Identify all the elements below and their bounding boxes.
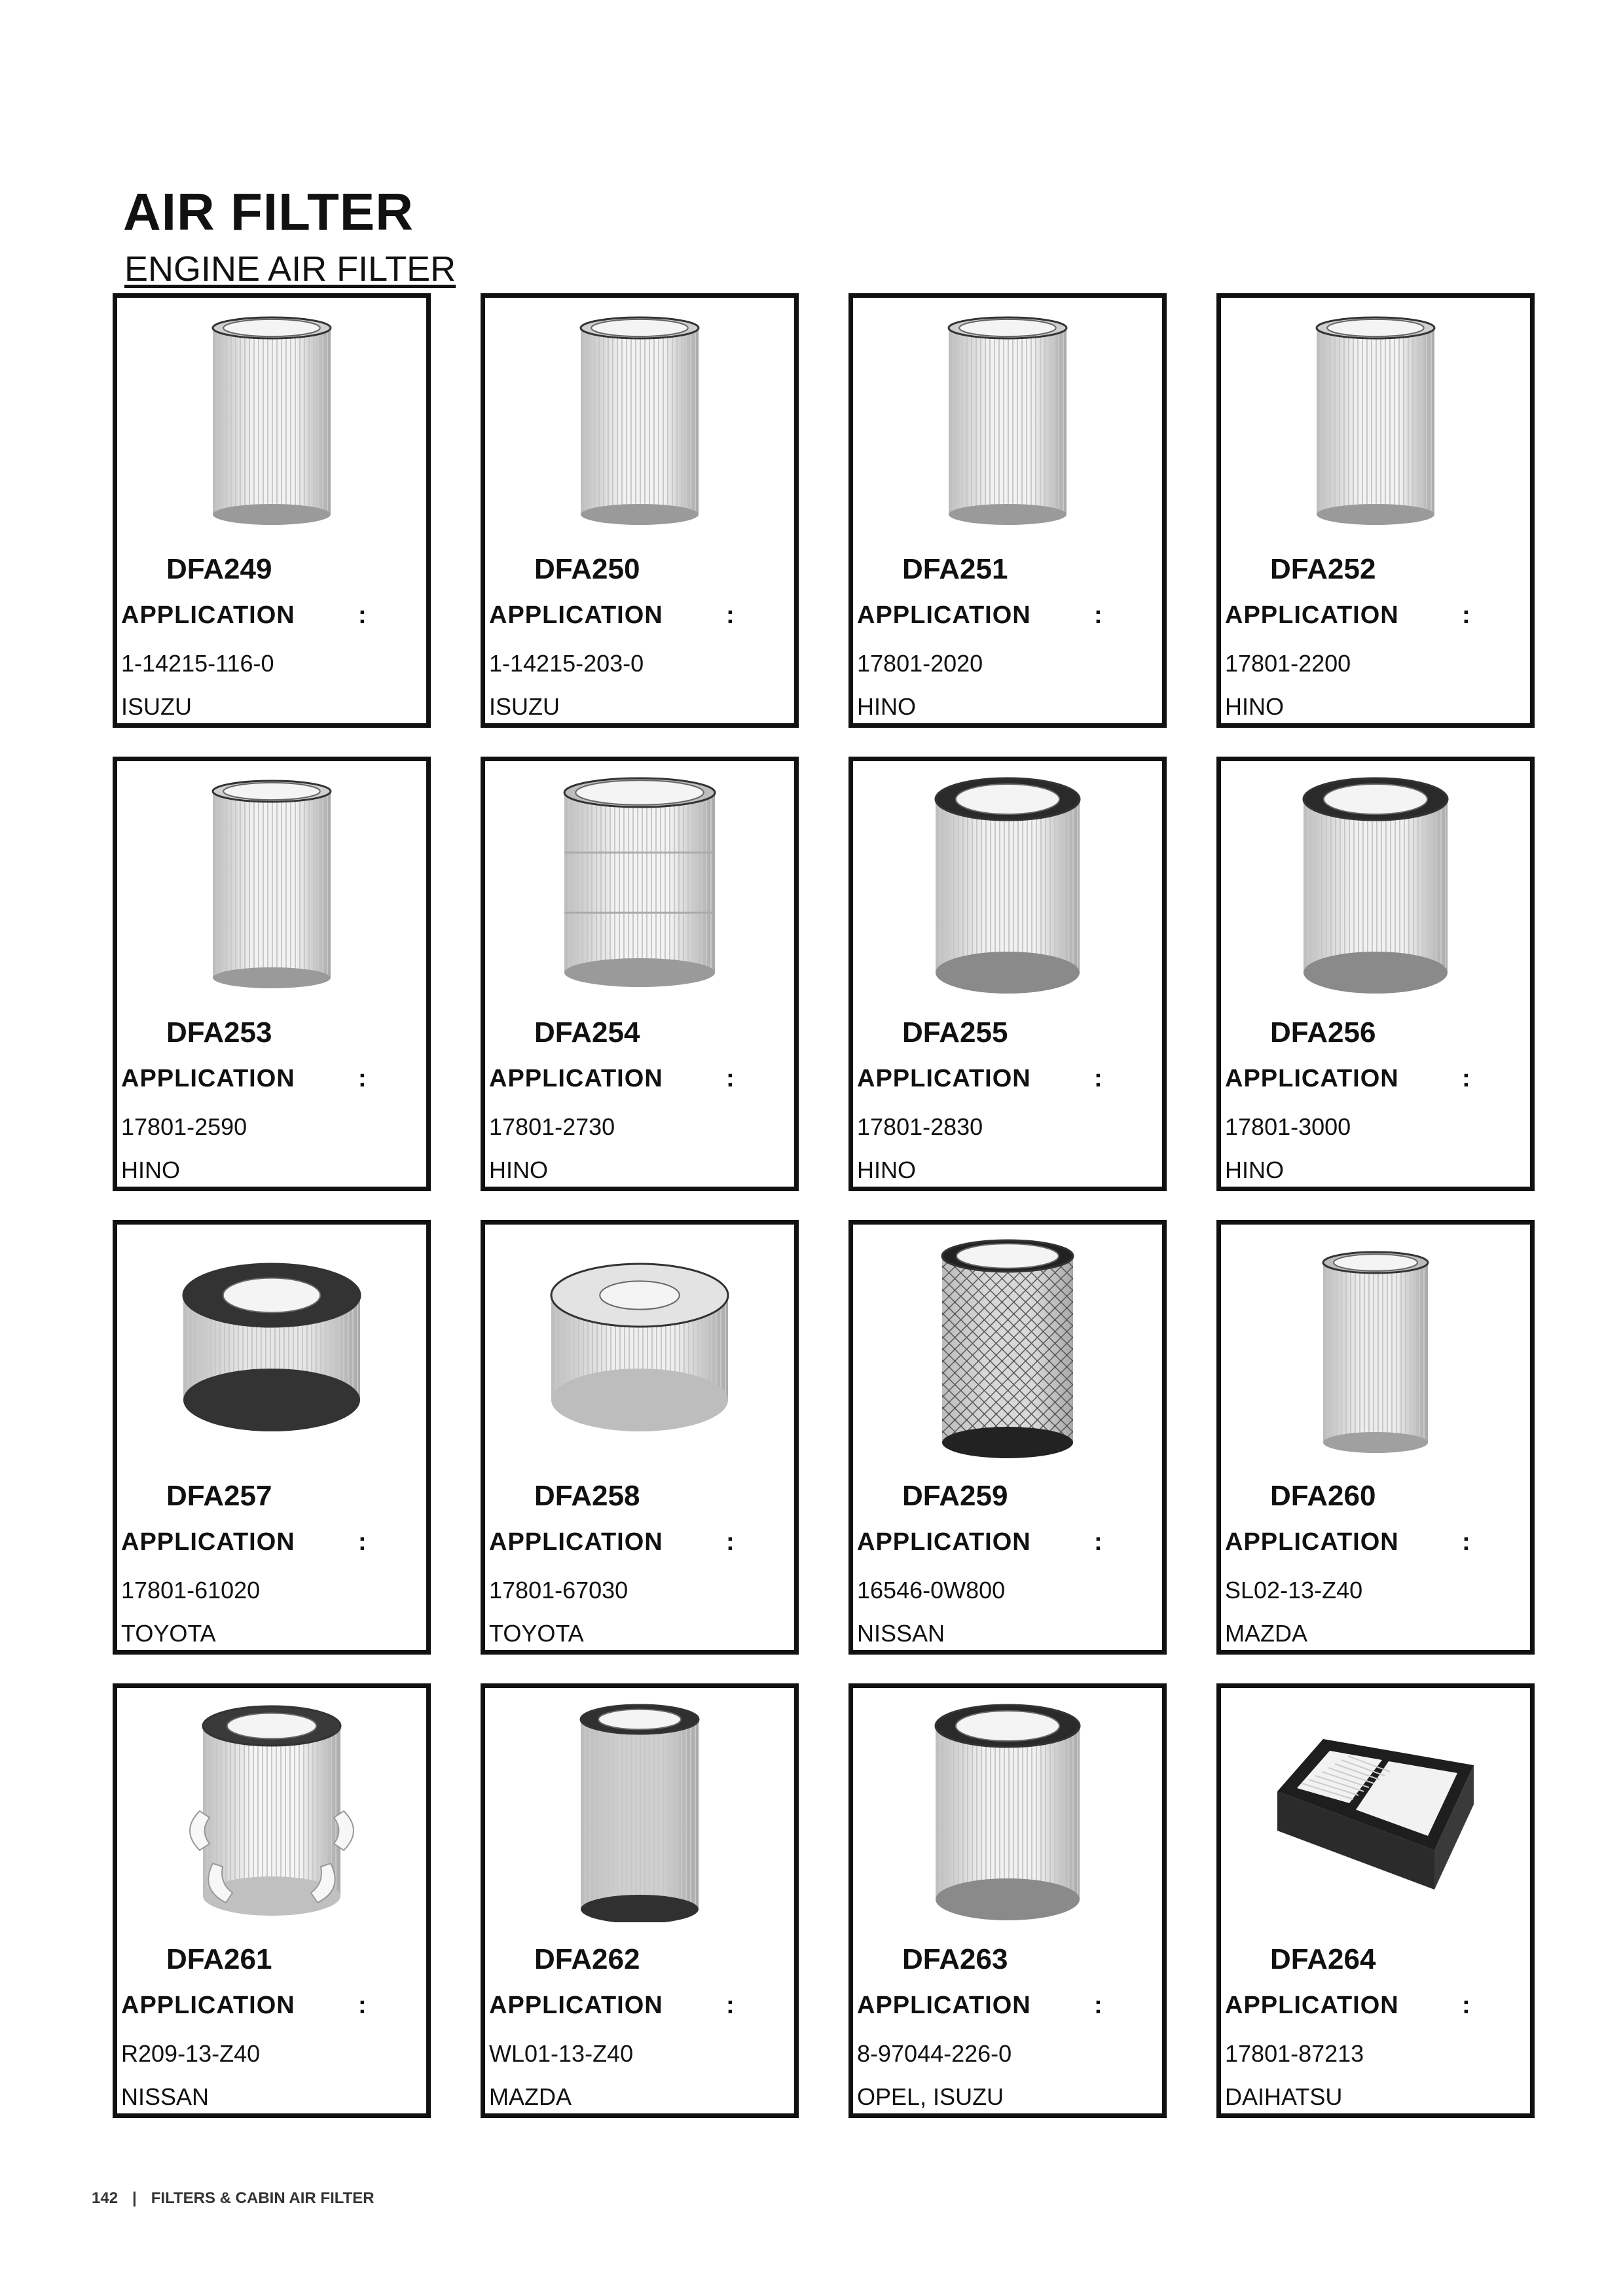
application-colon: : [726,1528,735,1556]
product-code: DFA252 [1270,553,1376,585]
product-image [1221,1700,1530,1922]
product-image [485,773,794,996]
application-colon: : [1462,601,1470,629]
product-card [481,757,799,1191]
product-code: DFA260 [1270,1480,1376,1512]
vehicle-make: HINO [1225,693,1284,720]
application-colon: : [1462,1065,1470,1092]
product-image [853,1236,1162,1459]
product-image [117,310,426,532]
product-card [1216,757,1535,1191]
filter-illustration [541,310,738,532]
application-label: APPLICATION [857,601,1031,629]
filter-illustration [909,310,1106,532]
product-image [853,773,1162,996]
filter-illustration [909,1236,1106,1459]
application-label: APPLICATION [857,1992,1031,2019]
application-label: APPLICATION [1225,601,1399,629]
product-card [1216,293,1535,728]
application-label: APPLICATION [857,1528,1031,1556]
filter-illustration [173,1700,370,1922]
application-label: APPLICATION [121,1992,295,2019]
vehicle-make: HINO [857,693,916,720]
product-card [848,293,1167,728]
vehicle-make: ISUZU [121,693,192,720]
product-code: DFA254 [534,1016,640,1049]
part-number: 17801-2730 [489,1113,615,1140]
part-number: 1-14215-116-0 [121,650,274,677]
product-image [485,310,794,532]
vehicle-make: DAIHATSU [1225,2083,1343,2110]
footer-section-title: FILTERS & CABIN AIR FILTER [151,2189,374,2207]
page-title: AIR FILTER [123,183,414,241]
part-number: 17801-87213 [1225,2040,1364,2067]
page-number: 142 [92,2189,119,2207]
filter-illustration [541,1236,738,1459]
filter-illustration [173,1236,370,1459]
filter-illustration [1264,1700,1487,1922]
product-image [1221,310,1530,532]
product-code: DFA262 [534,1943,640,1975]
filter-illustration [1277,773,1474,996]
vehicle-make: TOYOTA [121,1620,216,1647]
product-image [853,1700,1162,1922]
filter-illustration [173,310,370,532]
product-card [113,1220,431,1655]
product-image [117,773,426,996]
application-colon: : [1094,1992,1103,2019]
application-colon: : [358,1528,367,1556]
part-number: 17801-2590 [121,1113,247,1140]
product-card [481,293,799,728]
part-number: 1-14215-203-0 [489,650,644,677]
application-colon: : [1094,601,1103,629]
product-card [481,1683,799,2118]
filter-illustration [1277,310,1474,532]
filter-illustration [909,1700,1106,1922]
product-card [481,1220,799,1655]
application-colon: : [726,1992,735,2019]
product-code: DFA261 [166,1943,272,1975]
product-code: DFA263 [902,1943,1008,1975]
filter-illustration [909,773,1106,996]
vehicle-make: OPEL, ISUZU [857,2083,1004,2110]
application-label: APPLICATION [1225,1065,1399,1092]
product-image [1221,773,1530,996]
application-label: APPLICATION [121,601,295,629]
product-card [1216,1683,1535,2118]
application-label: APPLICATION [489,601,663,629]
application-label: APPLICATION [489,1065,663,1092]
application-colon: : [1094,1528,1103,1556]
product-card [848,757,1167,1191]
application-colon: : [726,1065,735,1092]
product-code: DFA255 [902,1016,1008,1049]
application-colon: : [1462,1528,1470,1556]
part-number: 16546-0W800 [857,1577,1006,1604]
product-card [113,1683,431,2118]
filter-illustration [541,1700,738,1922]
product-code: DFA258 [534,1480,640,1512]
part-number: 8-97044-226-0 [857,2040,1012,2067]
part-number: 17801-2020 [857,650,983,677]
vehicle-make: NISSAN [121,2083,210,2110]
product-code: DFA259 [902,1480,1008,1512]
vehicle-make: MAZDA [1225,1620,1307,1647]
product-code: DFA251 [902,553,1008,585]
application-label: APPLICATION [1225,1528,1399,1556]
application-colon: : [1462,1992,1470,2019]
product-image [117,1700,426,1922]
part-number: 17801-2200 [1225,650,1351,677]
vehicle-make: TOYOTA [489,1620,584,1647]
page-subtitle: ENGINE AIR FILTER [124,249,456,289]
vehicle-make: HINO [489,1157,548,1183]
filter-illustration [173,773,370,996]
product-card [848,1683,1167,2118]
vehicle-make: MAZDA [489,2083,572,2110]
application-label: APPLICATION [1225,1992,1399,2019]
vehicle-make: HINO [857,1157,916,1183]
product-card [1216,1220,1535,1655]
product-code: DFA257 [166,1480,272,1512]
part-number: 17801-67030 [489,1577,629,1604]
part-number: 17801-2830 [857,1113,983,1140]
product-code: DFA256 [1270,1016,1376,1049]
application-colon: : [726,601,735,629]
vehicle-make: HINO [1225,1157,1284,1183]
application-label: APPLICATION [489,1992,663,2019]
product-image [1221,1236,1530,1459]
product-image [485,1236,794,1459]
product-image [853,310,1162,532]
application-label: APPLICATION [489,1528,663,1556]
product-code: DFA250 [534,553,640,585]
application-label: APPLICATION [121,1528,295,1556]
filter-illustration [1277,1236,1474,1459]
part-number: R209-13-Z40 [121,2040,261,2067]
application-colon: : [1094,1065,1103,1092]
application-colon: : [358,1065,367,1092]
application-colon: : [358,601,367,629]
product-code: DFA264 [1270,1943,1376,1975]
filter-illustration [541,773,738,996]
part-number: 17801-61020 [121,1577,261,1604]
product-card [113,757,431,1191]
vehicle-make: HINO [121,1157,180,1183]
product-grid [113,293,1535,2118]
product-image [117,1236,426,1459]
page-footer [92,2189,374,2208]
footer-separator: | [132,2189,137,2207]
part-number: 17801-3000 [1225,1113,1351,1140]
vehicle-make: ISUZU [489,693,560,720]
application-colon: : [358,1992,367,2019]
product-code: DFA253 [166,1016,272,1049]
product-card [848,1220,1167,1655]
part-number: SL02-13-Z40 [1225,1577,1363,1604]
application-label: APPLICATION [857,1065,1031,1092]
product-image [485,1700,794,1922]
product-code: DFA249 [166,553,272,585]
part-number: WL01-13-Z40 [489,2040,634,2067]
product-card [113,293,431,728]
vehicle-make: NISSAN [857,1620,945,1647]
application-label: APPLICATION [121,1065,295,1092]
